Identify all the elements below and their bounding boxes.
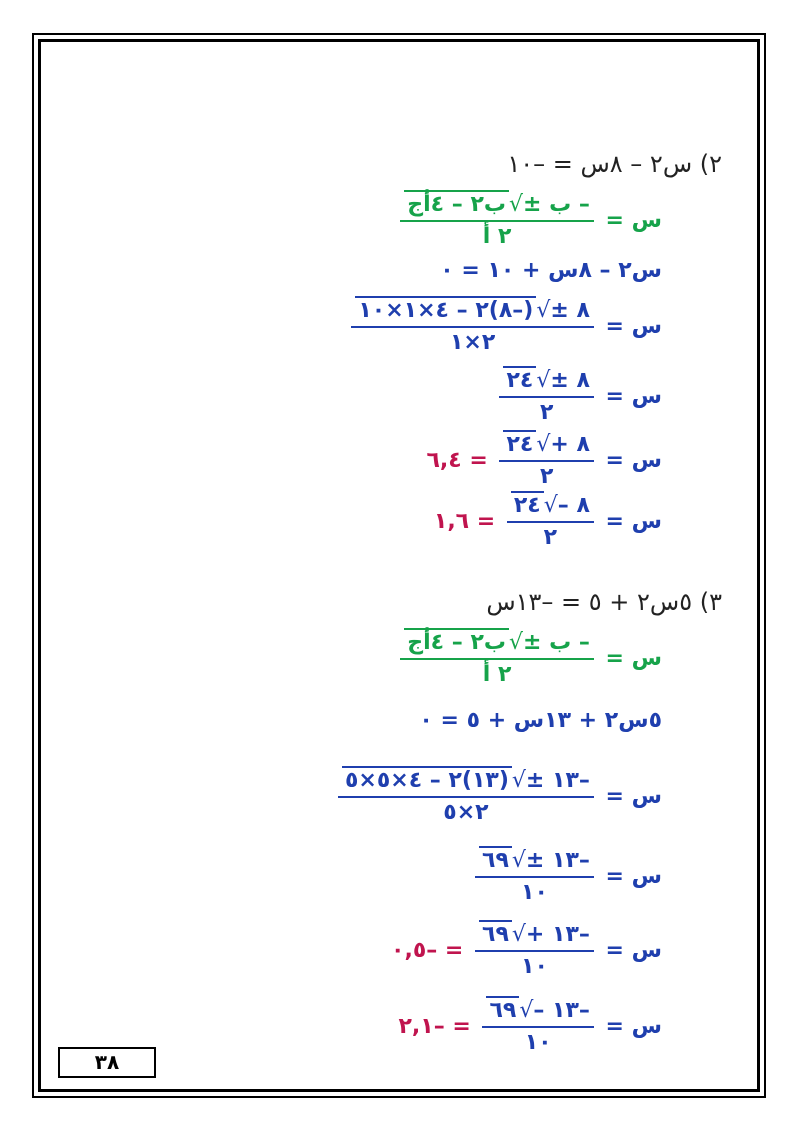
root1-radicand: ٦٩ [479,920,512,947]
root2-result: = ١,٦ [433,509,496,534]
sub-denominator: ٢×١ [449,330,496,355]
sub-lhs: س = [605,314,662,339]
root2-result: = –٢,١ [398,1014,471,1039]
problem-2-standard-form: س٢ – ٨س + ١٠ = ٠ [440,258,662,283]
simp-radicand: ٢٤ [503,366,536,393]
formula-fraction: $\frac{\text{– ب ±√ب٢ – ٤أج}}{\text{٢ أ}}$ [400,630,594,687]
problem-2-substitution [347,298,662,355]
problem-2-statement: ٢) س٢ – ٨س = –١٠ [507,150,722,178]
formula-radicand: ب٢ – ٤أج [404,190,509,217]
root2-lhs: س = [605,509,662,534]
sub-numerator: –١٣ ± [525,768,590,793]
root2-radicand: ٢٤ [511,491,544,518]
root2-lhs: س = [605,1014,662,1039]
root2-radicand: ٦٩ [486,996,519,1023]
root1-radicand: ٢٤ [503,430,536,457]
root1-result: = ٦,٤ [426,448,488,473]
problem-2-root-2 [434,493,662,550]
simp-fraction: $\frac{-١٣ \pm√٦٩}{١٠}$ [475,848,594,905]
simp-denominator: ٢ [539,400,554,425]
root1-denominator: ٢ [539,464,554,489]
formula-denominator: ٢ أ [482,662,512,687]
problem-3-formula [396,630,662,687]
root1-result: = –٠,٥ [391,938,464,963]
formula-fraction: $\frac{\text{– ب ±√ب٢ – ٤أج}}{\text{٢ أ}}$ [400,192,594,249]
problem-3-standard-form: ٥س٢ + ١٣س + ٥ = ٠ [419,708,662,733]
problem-3-root-1 [391,922,662,979]
simp-numerator: –١٣ ± [525,848,590,873]
formula-lhs: س = [605,646,662,671]
formula-denominator: ٢ أ [482,224,512,249]
sub-radicand: (١٣)٢ – ٤×٥×٥ [342,766,512,793]
sub-radicand: (–٨)٢ – ٤×١×١٠ [355,296,536,323]
page-number: ٣٨ [58,1047,156,1078]
sub-fraction: $\frac{-١٣ \pm√(١٣)٢ - ٤\times ٥\times ٥}{٢\times ٥}$ [338,768,594,825]
problem-3-simplified [471,848,662,905]
root1-fraction: $\frac{-١٣ +√٦٩}{١٠}$ [475,922,594,979]
problem-2-simplified [495,368,662,425]
root2-denominator: ٢ [543,525,558,550]
problem-2-formula [396,192,662,249]
simp-fraction: $\frac{٨ \pm√٢٤}{٢}$ [499,368,593,425]
simp-radicand: ٦٩ [479,846,512,873]
root2-numerator: ٨ – [557,493,590,518]
root1-lhs: س = [605,448,662,473]
root1-fraction: $\frac{٨ +√٢٤}{٢}$ [499,432,593,489]
formula-numerator: – ب ± [523,630,590,655]
root1-denominator: ١٠ [521,954,548,979]
formula-radicand: ب٢ – ٤أج [404,628,509,655]
root2-fraction: $\frac{٨ -√٢٤}{٢}$ [507,493,594,550]
root2-fraction: $\frac{-١٣ -√٦٩}{١٠}$ [482,998,593,1055]
simp-lhs: س = [605,864,662,889]
problem-3-statement: ٣) ٥س٢ + ٥ = –١٣س [486,588,722,616]
simp-numerator: ٨ ± [550,368,590,393]
root1-numerator: –١٣ + [525,922,590,947]
formula-numerator: – ب ± [523,192,590,217]
sub-denominator: ٢×٥ [443,800,489,825]
simp-lhs: س = [605,384,662,409]
sub-numerator: ٨ ± [550,298,590,323]
root2-numerator: –١٣ – [533,998,590,1023]
root2-denominator: ١٠ [524,1030,552,1055]
root1-lhs: س = [605,938,662,963]
problem-3-root-2 [398,998,662,1055]
formula-lhs: س = [605,208,662,233]
problem-3-substitution [334,768,662,825]
sub-fraction: $\frac{٨ \pm√(-٨)٢ - ٤\times ١\times ١٠}{٢\times ١}$ [351,298,594,355]
simp-denominator: ١٠ [521,880,548,905]
root1-numerator: ٨ + [550,432,590,457]
sub-lhs: س = [605,784,662,809]
problem-2-root-1 [426,432,662,489]
